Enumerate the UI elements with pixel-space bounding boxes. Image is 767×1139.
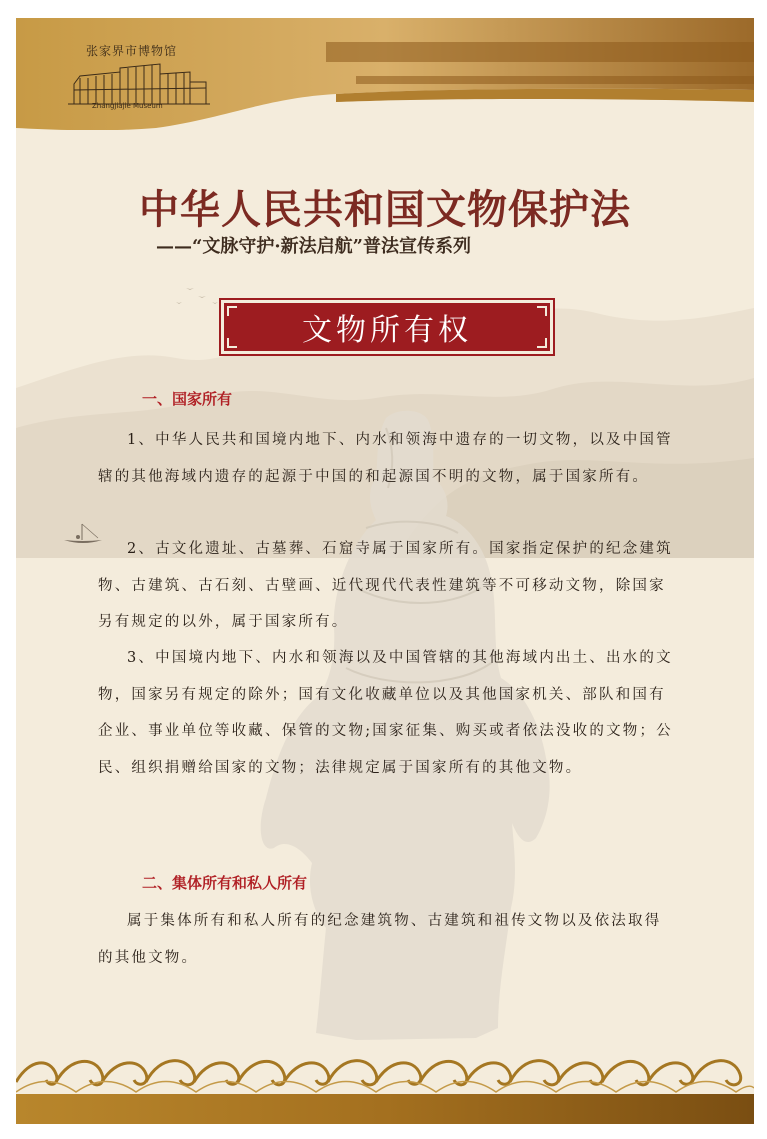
page-subtitle: ——“文脉守护·新法启航”普法宣传系列: [156, 236, 471, 257]
paragraph-1: 1、中华人民共和国境内地下、内水和领海中遗存的一切文物，以及中国管辖的其他海域内遗存的起源于中国的和起源国不明的文物，属于国家所有。: [98, 432, 673, 485]
section-heading-collective-private: 二、集体所有和私人所有: [142, 874, 308, 892]
page-title: 中华人民共和国文物保护法: [139, 186, 631, 233]
section-heading-state-owned: 一、国家所有: [142, 390, 233, 408]
paragraph-4: 属于集体所有和私人所有的纪念建筑物、古建筑和祖传文物以及依法取得的其他文物。: [98, 913, 662, 966]
footer-wave-border: [16, 1028, 754, 1124]
museum-name-cn: 张家界市博物馆: [86, 44, 178, 58]
topic-banner: [221, 300, 553, 354]
poster: [16, 18, 754, 1124]
paragraph-3: 3、中国境内地下、内水和领海以及中国管辖的其他海域内出土、出水的文物，国家另有规定的除外；国有文化收藏单位以及其他国家机关、部队和国有企业、事业单位等收藏、保管的文物;国家征集、购买或者依法没收的文物；公民、组织捐赠给国家的文物；法律规定属于国家所有的其他文物。: [98, 650, 673, 776]
paragraph-2: 2、古文化遗址、古墓葬、石窟寺属于国家所有。国家指定保护的纪念建筑物、古建筑、古石刻、古壁画、近代现代代表性建筑等不可移动文物，除国家另有规定的以外，属于国家所有。: [98, 541, 673, 630]
topic-title: 文物所有权: [302, 313, 472, 348]
museum-name-en: Zhangjiajie Museum: [92, 102, 163, 110]
